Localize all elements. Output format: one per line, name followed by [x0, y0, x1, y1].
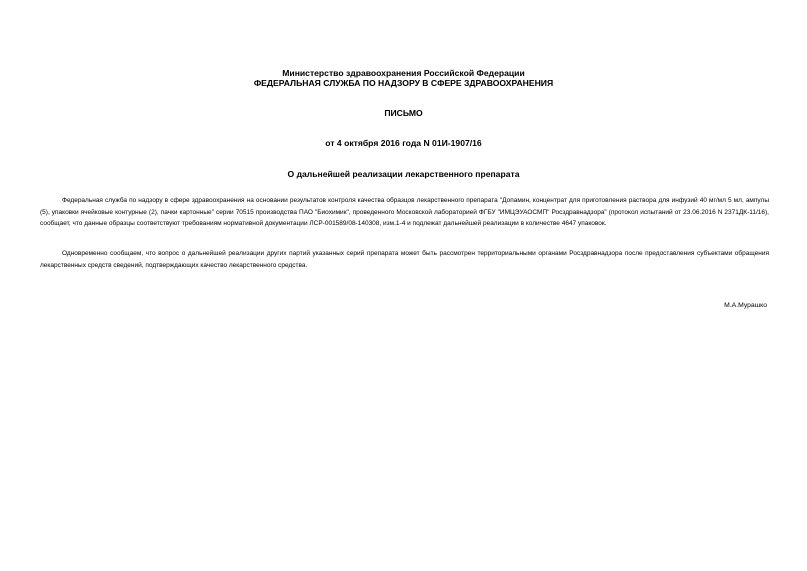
document-header: [0, 68, 807, 88]
document-date-number: от 4 октября 2016 года N 01И-1907/16: [325, 138, 482, 148]
body-paragraph: Одновременно сообщаем, что вопрос о дальнейшей реализации других партий указанных серий препарата может быть рассмотрен территориальными органами Росздравнадзора после предоставления субъектами обращения лекарственных средств сведений, подтверждающих качество лекарственного средства.: [40, 250, 769, 269]
document-subject: О дальнейшей реализации лекарственного препарата: [287, 169, 520, 179]
agency-name: ФЕДЕРАЛЬНАЯ СЛУЖБА ПО НАДЗОРУ В СФЕРЕ ЗДРАВООХРАНЕНИЯ: [253, 78, 554, 88]
document-type: ПИСЬМО: [384, 108, 423, 118]
signature-name: М.А.Мурашко: [724, 302, 767, 309]
body-paragraph: Федеральная служба по надзору в сфере здравоохранения на основании результатов контроля качества образцов лекарственного препарата "Допамин, концентрат для приготовления раствора для инфузий 40 мг/мл 5 мл, ампулы (5), упаковки ячейковые контурные (2), пачки картонные" серии 70515 производства ПАО "Биохимик", проведенного Московской лабораторией ФГБУ "ИМЦЭУАОСМП" Росздравнадзора" (протокол испытаний от 23.06.2016 N 2371ДК-11/16), сообщает, что данные образцы соответствуют требованиям нормативной документации ЛСР-001589/08-140308, изм.1-4 и подлежат дальнейшей реализации в количестве 4647 упаковок.: [40, 197, 769, 227]
ministry-name: Министерство здравоохранения Российской Федерации: [282, 68, 525, 78]
